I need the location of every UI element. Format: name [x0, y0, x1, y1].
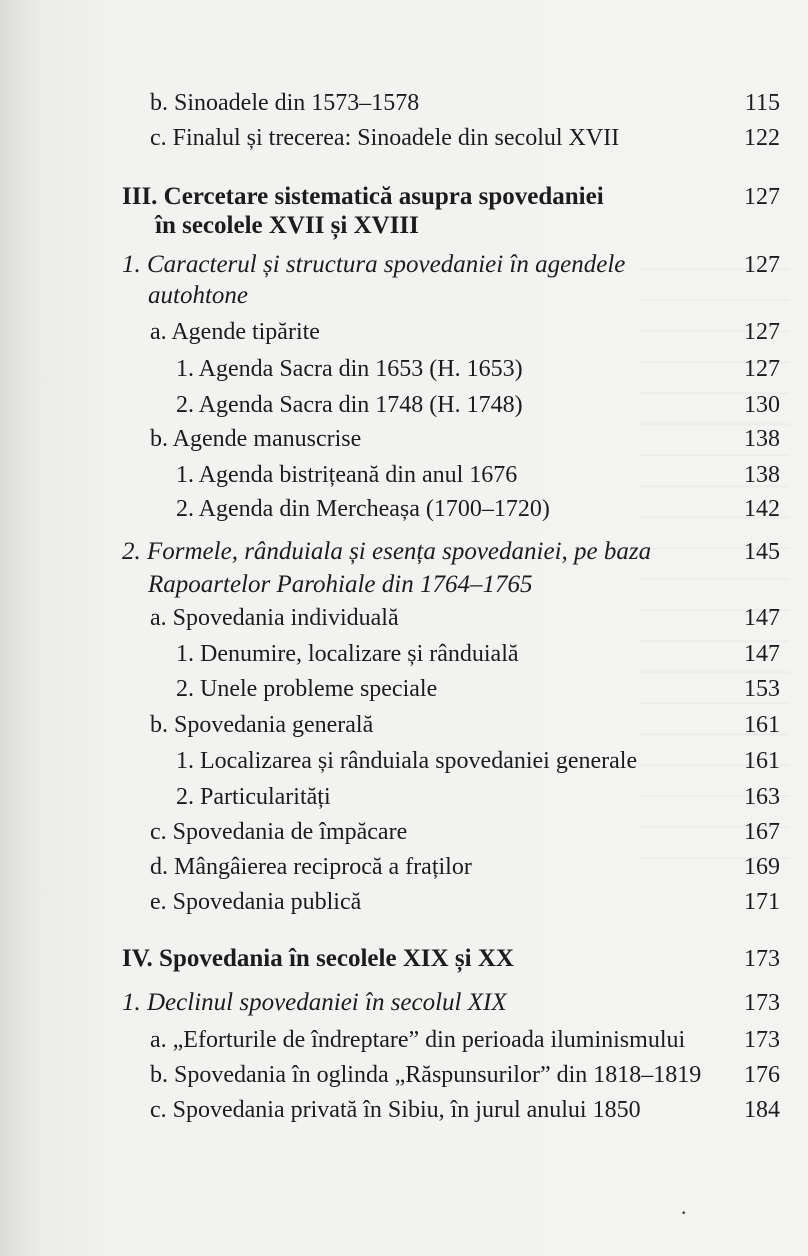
toc-entry-title: a. „Eforturile de îndreptare” din perioada iluminismului	[150, 1027, 686, 1053]
toc-entry-page: 127	[744, 252, 780, 278]
toc-entry-page: 171	[744, 889, 780, 915]
toc-entry-title-line2: Rapoartelor Parohiale din 1764–1765	[148, 571, 533, 598]
toc-entry-page: 127	[744, 356, 780, 382]
toc-entry-title: b. Spovedania generală	[150, 712, 374, 738]
toc-entry-title: 2. Unele probleme speciale	[176, 676, 438, 702]
toc-entry-page: 153	[744, 676, 780, 702]
toc-entry-title-line1: 1. Caracterul și structura spovedaniei în agendele	[122, 251, 626, 278]
toc-entry-title: b. Agende manuscrise	[150, 426, 362, 452]
toc-entry-title: b. Sinoadele din 1573–1578	[150, 90, 420, 116]
toc-entry-page: 138	[744, 462, 780, 488]
toc-entry-page: 145	[744, 539, 780, 565]
toc-entry-title: 1. Denumire, localizare și rânduială	[176, 641, 519, 667]
toc-entry-page: 130	[744, 392, 780, 418]
toc-entry-page: 173	[744, 946, 780, 972]
toc-entry-title-line1: III. Cercetare sistematică asupra spovedaniei	[122, 183, 604, 210]
toc-entry-page: 127	[744, 319, 780, 345]
toc-entry-title: a. Spovedania individuală	[150, 605, 399, 631]
toc-entry-title: 2. Particularități	[176, 784, 331, 810]
toc-entry-page: 161	[744, 712, 780, 738]
toc-entry-title: 1. Agenda bistrițeană din anul 1676	[176, 462, 518, 488]
toc-entry-page: 147	[744, 641, 780, 667]
toc-entry-title-line2: în secolele XVII și XVIII	[155, 212, 419, 239]
toc-entry-title: a. Agende tipărite	[150, 319, 320, 345]
ink-speck: ·	[680, 1200, 688, 1225]
toc-entry-title: 1. Agenda Sacra din 1653 (H. 1653)	[176, 356, 523, 382]
toc-entry-title: c. Spovedania de împăcare	[150, 819, 408, 845]
toc-entry-title-line2: autohtone	[148, 282, 248, 309]
toc-entry-page: 163	[744, 784, 780, 810]
toc-entry-title: b. Spovedania în oglinda „Răspunsurilor” din 1818–1819	[150, 1062, 702, 1088]
toc-entry-title: 1. Localizarea și rânduiala spovedaniei generale	[176, 748, 638, 774]
toc-entry-title: IV. Spovedania în secolele XIX și XX	[122, 945, 514, 972]
toc-entry-title: d. Mângâierea reciprocă a fraților	[150, 854, 472, 880]
toc-entry-page: 173	[744, 1027, 780, 1053]
toc-entry-page: 142	[744, 496, 780, 522]
toc-entry-page: 167	[744, 819, 780, 845]
toc-entry-title: 1. Declinul spovedaniei în secolul XIX	[122, 989, 507, 1016]
toc-entry-title: 2. Agenda Sacra din 1748 (H. 1748)	[176, 392, 523, 418]
toc-entry-title: 2. Agenda din Mercheașa (1700–1720)	[176, 496, 550, 522]
toc-entry-page: 127	[744, 184, 780, 210]
toc-entry-page: 173	[744, 990, 780, 1016]
toc-entry-page: 115	[744, 90, 780, 116]
toc-entry-page: 169	[744, 854, 780, 880]
toc-entry-title: c. Finalul și trecerea: Sinoadele din secolul XVII	[150, 125, 620, 151]
toc-entry-page: 122	[744, 125, 780, 151]
toc-entry-title: c. Spovedania privată în Sibiu, în jurul anului 1850	[150, 1097, 641, 1123]
toc-entry-title-line1: 2. Formele, rânduiala și esența spovedaniei, pe baza	[122, 538, 652, 565]
toc-entry-title: e. Spovedania publică	[150, 889, 362, 915]
toc-entry-page: 147	[744, 605, 780, 631]
toc-entry-page: 184	[744, 1097, 780, 1123]
toc-entry-page: 138	[744, 426, 780, 452]
toc-entry-page: 176	[744, 1062, 780, 1088]
toc-entry-page: 161	[744, 748, 780, 774]
